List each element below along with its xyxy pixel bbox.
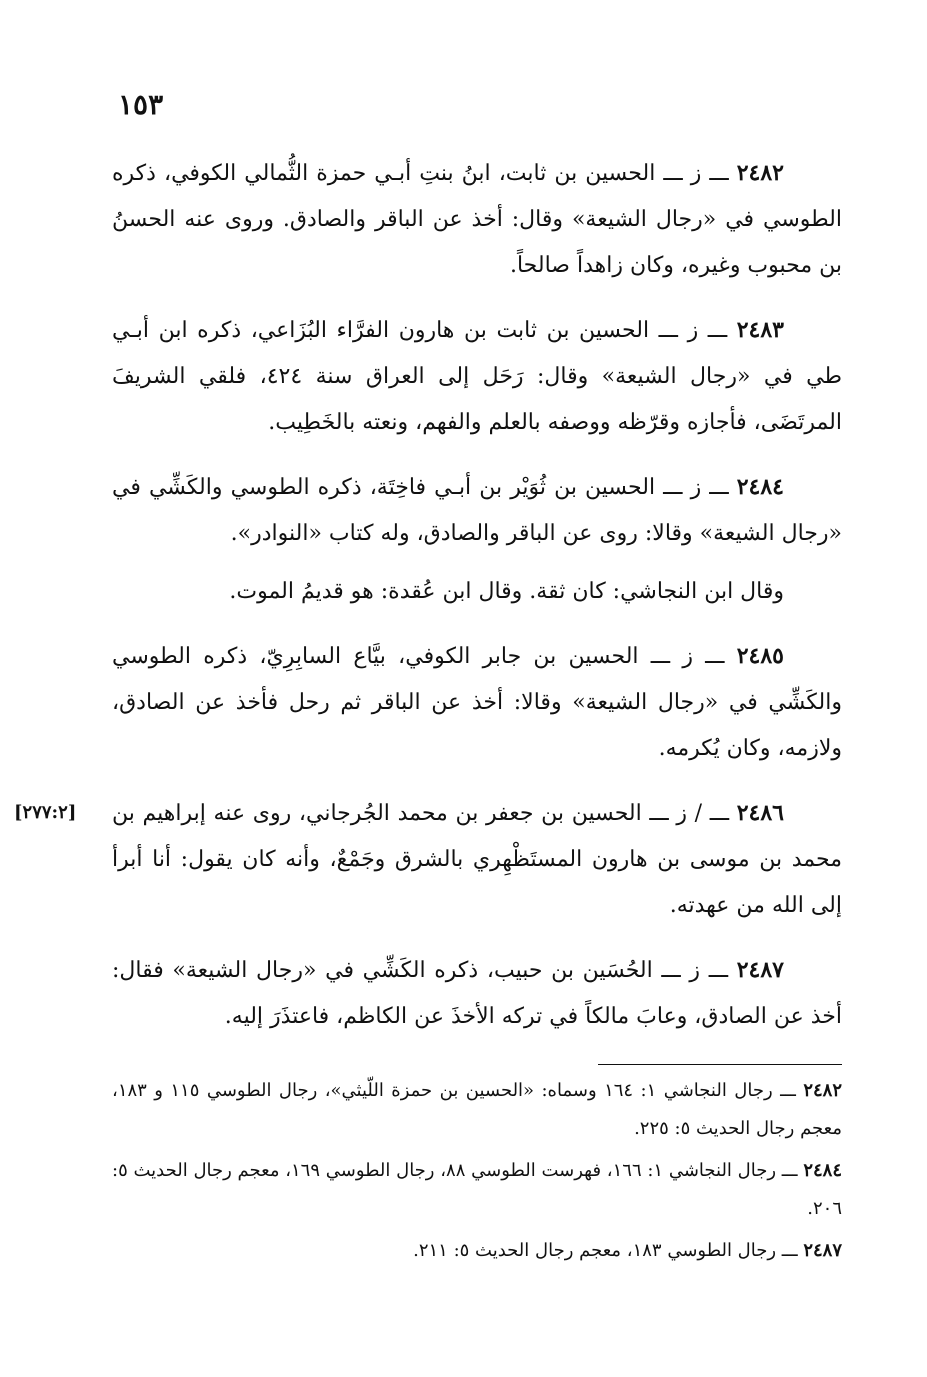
footnote-2487 (112, 1232, 842, 1270)
entry-text: ـــ ز ـــ الحسين بن ثُوَيْر بن أبـي فاخِتَة، ذكره الطوسي والكَشِّي في «رجال الشيعة» وقالا: روى عن الباقر والصادق، وله كتاب «النوادر». (112, 475, 842, 546)
footnote-number: ٢٤٨٧ (803, 1240, 842, 1261)
footnote-text: ـــ رجال النجاشي ١: ١٦٦، فهرست الطوسي ٨٨، رجال الطوسي ١٦٩، معجم رجال الحديث ٥: ٢٠٦. (112, 1160, 842, 1219)
footnote-divider (598, 1064, 842, 1065)
entry-2484-continuation: وقال ابن النجاشي: كان ثقة. وقال ابن عُقدة: هو قديمُ الموت. (229, 579, 784, 604)
entry-text: ـــ ز ـــ الحسين بن ثابت بن هارون الفرَّاء البُزَاعي، ذكره ابن أبـي طي في «رجال الشيعة» وقال: رَحَل إلى العراق سنة ٤٢٤، فلقي الشريفَ المرتَضَى، فأجازه وقرّظه ووصفه بالعلم والفهم، ونعته بالخَطِيب. (112, 318, 842, 435)
entry-number: ٢٤٨٦ (736, 800, 784, 826)
main-text (14, 150, 842, 1058)
entry-2482 (112, 150, 842, 289)
margin-reference: [٢٧٧:٢] (14, 802, 77, 823)
entry-2485 (112, 633, 842, 772)
footnotes (112, 1072, 842, 1274)
footnote-text: ـــ رجال النجاشي ١: ١٦٤ وسماه: «الحسين بن حمزة اللّيثي»، رجال الطوسي ١١٥ و ١٨٣، معجم رجال الحديث ٥: ٢٢٥. (112, 1080, 842, 1139)
entry-number: ٢٤٨٣ (736, 317, 784, 343)
footnote-number: ٢٤٨٢ (803, 1080, 842, 1101)
footnote-text: ـــ رجال الطوسي ١٨٣، معجم رجال الحديث ٥: ٢١١. (413, 1240, 804, 1261)
entry-2487 (112, 947, 842, 1040)
entry-text: ـــ ز ـــ الحُسَين بن حبيب، ذكره الكَشِّي في «رجال الشيعة» فقال: أخذ عن الصادق، وعابَ مالكاً في تركه الأخذَ عن الكاظم، فاعتذَرَ إليه. (112, 958, 842, 1029)
entry-2486 (14, 790, 842, 929)
page-number: ١٥٣ (118, 88, 164, 121)
entry-2483 (112, 307, 842, 446)
entry-text: ـــ / ز ـــ الحسين بن جعفر بن محمد الجُرجاني، روى عنه إبراهيم بن محمد بن موسى بن هارون المستَظْهِري بالشرق وجَمْعٌ، وأنه كان يقول: أنا أبرأ إلى الله من عهدته. (112, 801, 842, 918)
entry-number: ٢٤٨٥ (736, 643, 784, 669)
footnote-2482 (112, 1072, 842, 1148)
entry-number: ٢٤٨٧ (736, 957, 784, 983)
footnote-2484 (112, 1152, 842, 1228)
entry-2484 (112, 464, 842, 557)
entry-number: ٢٤٨٤ (736, 474, 784, 500)
footnote-number: ٢٤٨٤ (803, 1160, 842, 1181)
entry-text: ـــ ز ـــ الحسين بن جابر الكوفي، بيَّاع السابِرِيّ، ذكره الطوسي والكَشِّي في «رجال الشيعة» وقالا: أخذ عن الباقر ثم رحل فأخذ عن الصادق، ولازمه، وكان يُكرمه. (112, 644, 842, 761)
entry-text: ـــ ز ـــ الحسين بن ثابت، ابنُ بنتِ أبـي حمزة الثُّمالي الكوفي، ذكره الطوسي في «رجال الشيعة» وقال: أخذ عن الباقر والصادق. وروى عنه الحسنُ بن محبوب وغيره، وكان زاهداً صالحاً. (112, 161, 842, 278)
entry-number: ٢٤٨٢ (736, 160, 784, 186)
